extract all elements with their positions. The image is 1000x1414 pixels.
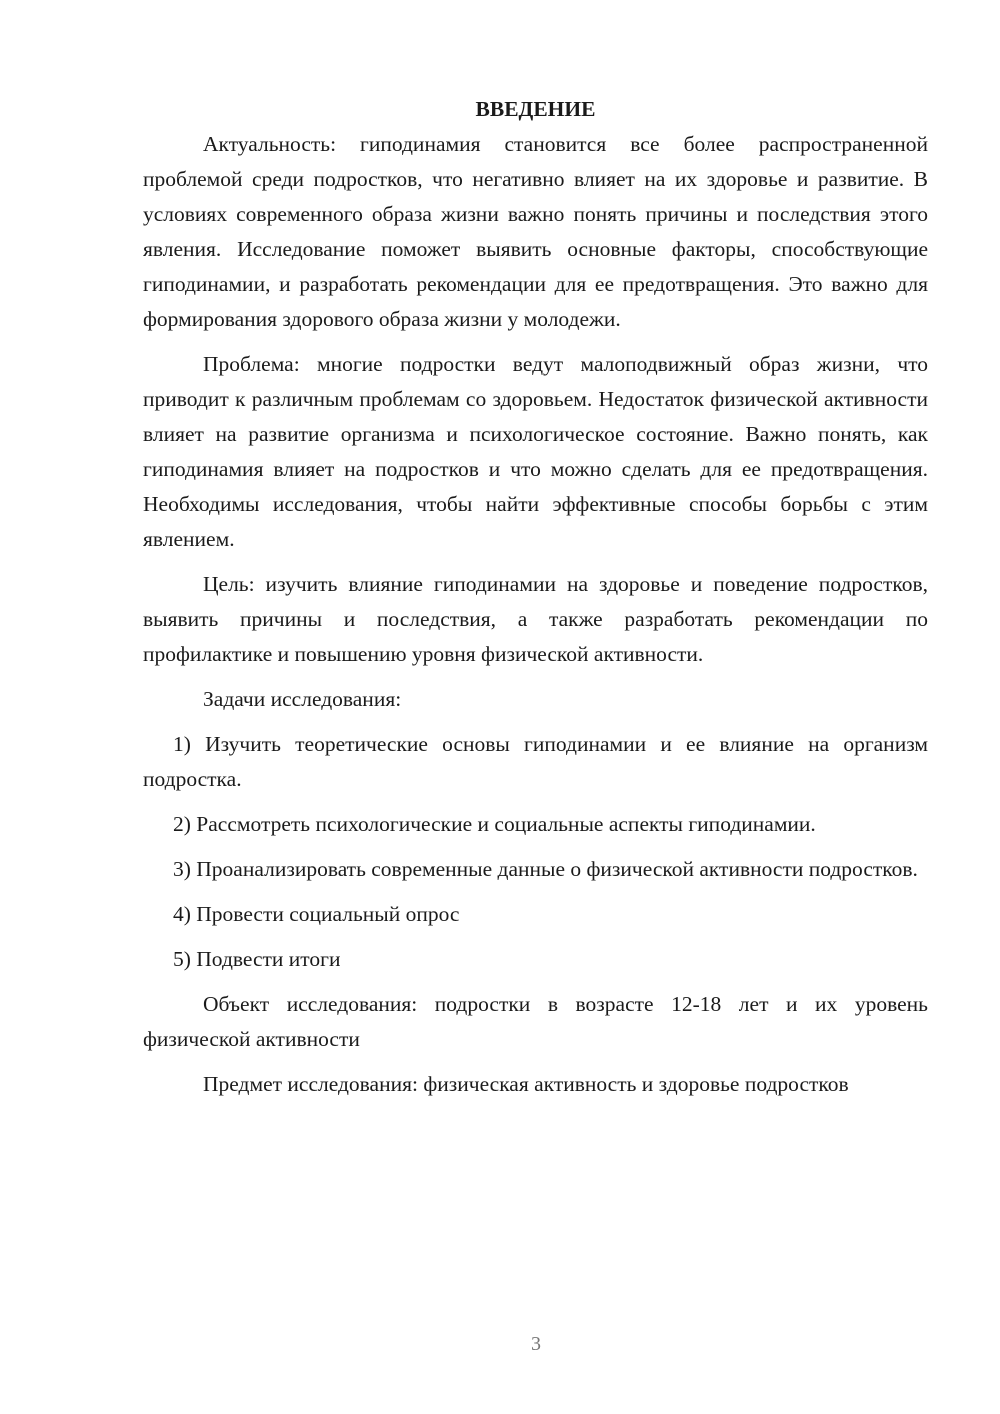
task-item-4: 4) Провести социальный опрос [173, 902, 460, 926]
task-item-1: 1) Изучить теоретические основы гиподинамии и ее влияние на организм подростка. [143, 732, 928, 791]
page-title: ВВЕДЕНИЕ [475, 97, 596, 121]
task-item-3: 3) Проанализировать современные данные о физической активности подростков. [173, 857, 918, 881]
paragraph-problem: Проблема: многие подростки ведут малоподвижный образ жизни, что приводит к различным проблемам со здоровьем. Недостаток физической активности влияет на развитие организма и психологическое состояние. Важно понять, как гиподинамия влияет на подростков и что можно сделать для ее предотвращения. Необходимы исследования, чтобы найти эффективные способы борьбы с этим явлением. [143, 352, 928, 551]
task-item-5: 5) Подвести итоги [173, 947, 341, 971]
page-number: 3 [531, 1333, 541, 1355]
paragraph-object: Объект исследования: подростки в возрасте 12-18 лет и их уровень физической активности [143, 992, 928, 1051]
paragraph-goal: Цель: изучить влияние гиподинамии на здоровье и поведение подростков, выявить причины и последствия, а также разработать рекомендации по профилактике и повышению уровня физической активности. [143, 572, 928, 666]
tasks-heading: Задачи исследования: [203, 687, 402, 711]
document-page [143, 92, 928, 1112]
task-item-2: 2) Рассмотреть психологические и социальные аспекты гиподинамии. [173, 812, 816, 836]
paragraph-relevance: Актуальность: гиподинамия становится все более распространенной проблемой среди подростков, что негативно влияет на их здоровье и развитие. В условиях современного образа жизни важно понять причины и последствия этого явления. Исследование поможет выявить основные факторы, способствующие гиподинамии, и разработать рекомендации для ее предотвращения. Это важно для формирования здорового образа жизни у молодежи. [143, 132, 928, 331]
paragraph-subject: Предмет исследования: физическая активность и здоровье подростков [203, 1072, 849, 1096]
